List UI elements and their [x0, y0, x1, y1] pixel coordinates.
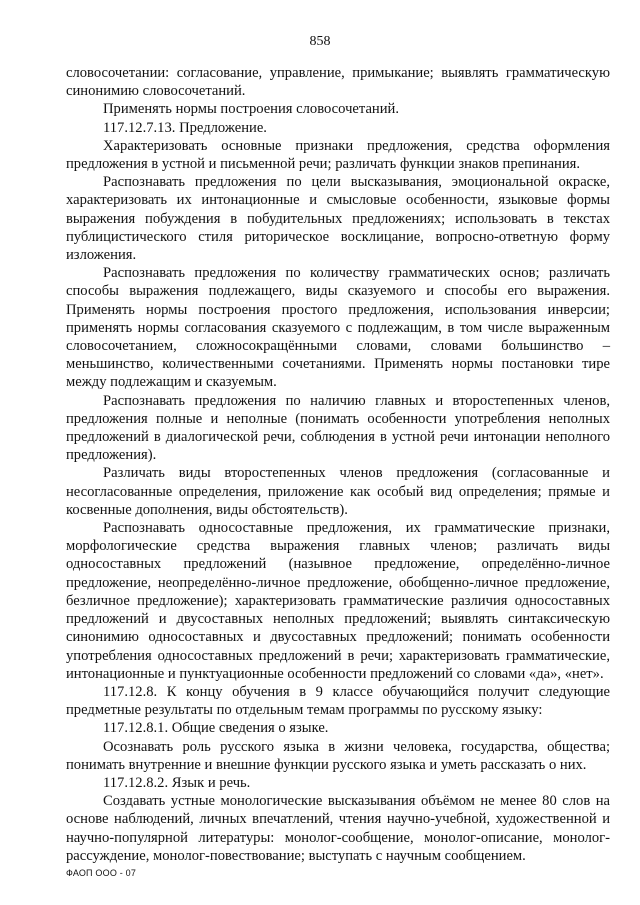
paragraph: словосочетании: согласование, управление, примыкание; выявлять грамматическую синонимию словосочетаний. — [66, 65, 610, 100]
paragraph: Осознавать роль русского языка в жизни человека, государства, общества; понимать внутренние и внешние функции русского языка и уметь рассказать о них. — [66, 738, 610, 773]
paragraph: Характеризовать основные признаки предложения, средства оформления предложения в устной и письменной речи; различать функции знаков препинания. — [66, 137, 610, 173]
paragraph: Распознавать предложения по количеству грамматических основ; различать способы выражения подлежащего, виды сказуемого и способы его выражения. Применять нормы построения простого предложения, использования инверсии; применять нормы согласования сказуемого с подлежащим, в том числе выраженным словосочетанием, сложносокращёнными словами, словами большинство – меньшинство, количественными сочетаниями. Применять нормы постановки тире между подлежащим и сказуемым. — [66, 265, 610, 391]
section-heading: 117.12.8.2. Язык и речь. — [103, 774, 251, 791]
paragraph: Применять нормы построения словосочетаний. — [103, 101, 400, 118]
section-heading: 117.12.7.13. Предложение. — [103, 119, 267, 136]
page-number: 858 — [309, 34, 331, 49]
paragraph: Различать виды второстепенных членов предложения (согласованные и несогласованные определения, приложение как особый вид определения; прямые и косвенные дополнения, виды обстоятельств). — [66, 465, 610, 518]
document-body — [66, 64, 610, 865]
paragraph: Создавать устные монологические высказывания объёмом не менее 80 слов на основе наблюдений, личных впечатлений, чтения научно-учебной, художественной и научно-популярной литературы: монолог-сообщение, монолог-описание, монолог-рассуждение, монолог-повествование; выступать с научным сообщением. — [66, 793, 610, 864]
section-heading: 117.12.8.1. Общие сведения о языке. — [103, 720, 329, 737]
footer-mark: ФАОП ООО - 07 — [66, 868, 137, 878]
paragraph: Распознавать предложения по наличию главных и второстепенных членов, предложения полные и неполные (понимать особенности употребления неполных предложений в диалогической речи, соблюдения в устной речи интонации неполного предложения). — [66, 392, 610, 464]
paragraph: 117.12.8. К концу обучения в 9 классе обучающийся получит следующие предметные результаты по отдельным темам программы по русскому языку: — [66, 683, 610, 719]
paragraph: Распознавать предложения по цели высказывания, эмоциональной окраске, характеризовать их интонационные и смысловые особенности, языковые формы выражения побуждения в побудительных предложениях; использовать в текстах публицистического стиля риторическое восклицание, вопросно-ответную форму изложения. — [66, 174, 610, 264]
paragraph: Распознавать односоставные предложения, их грамматические признаки, морфологические средства выражения главных членов; различать виды односоставных предложений (назывное предложение, определённо-личное предложение, неопределённо-личное предложение, обобщенно-личное предложение, безличное предложение); характеризовать грамматические различия односоставных предложений и двусоставных неполных предложений; выявлять синтаксическую синонимию односоставных и двусоставных предложений; понимать особенности употребления односоставных предложений в речи; характеризовать грамматические, интонационные и пунктуационные особенности предложений со словами «да», «нет». — [66, 520, 610, 682]
